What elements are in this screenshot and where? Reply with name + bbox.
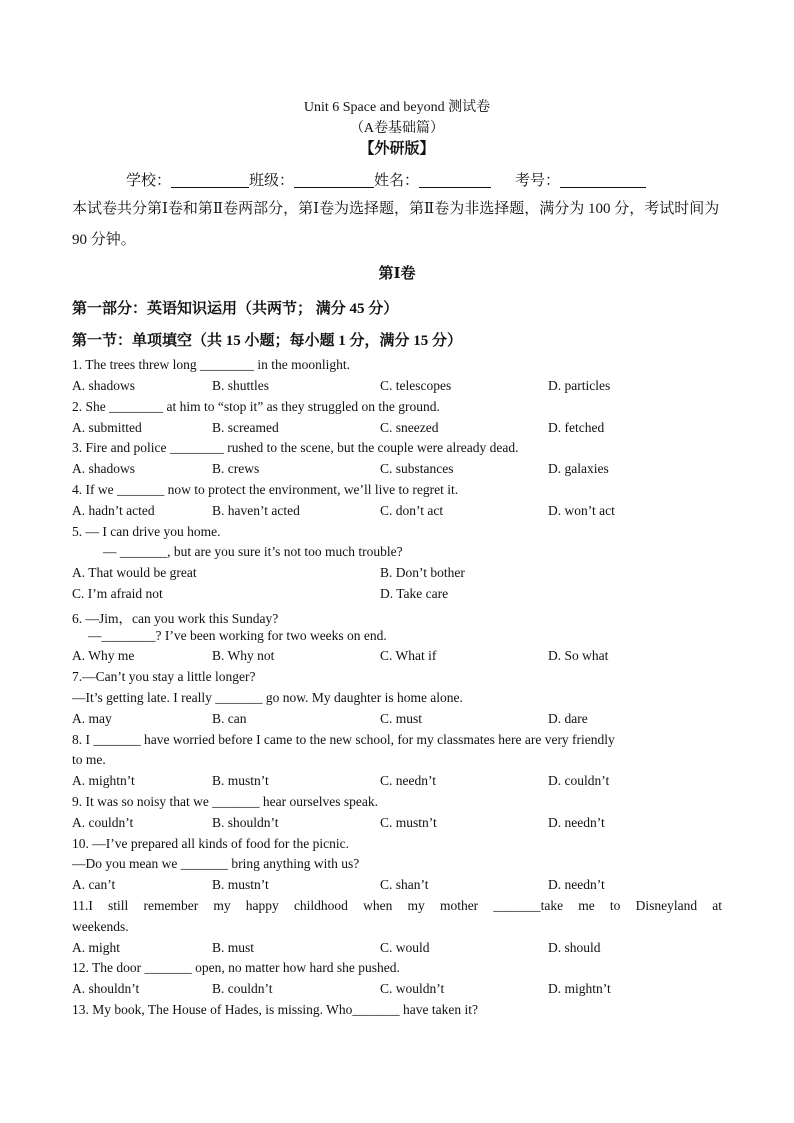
option-d[interactable]: D. needn’t bbox=[548, 877, 605, 892]
question-stem: 9. It was so noisy that we _______ hear ourselves speak. bbox=[72, 794, 378, 809]
option-b[interactable]: B. screamed bbox=[212, 420, 279, 435]
question-stem: 7.—Can’t you stay a little longer? bbox=[72, 669, 256, 684]
question-stem: 2. She ________ at him to “stop it” as they struggled on the ground. bbox=[72, 399, 440, 414]
option-b[interactable]: B. shouldn’t bbox=[212, 815, 279, 830]
question-stem: 1. The trees threw long ________ in the moonlight. bbox=[72, 357, 350, 372]
question-stem: 10. —I’ve prepared all kinds of food for the picnic. bbox=[72, 836, 350, 851]
option-c[interactable]: C. telescopes bbox=[380, 378, 452, 393]
question-stem-continued: weekends. bbox=[72, 919, 129, 934]
name-label: 姓名： bbox=[374, 173, 420, 189]
option-d[interactable]: D. Take care bbox=[380, 586, 449, 601]
option-b[interactable]: B. must bbox=[212, 940, 255, 955]
question-stem-continued: to me. bbox=[72, 752, 106, 767]
option-d[interactable]: D. So what bbox=[548, 648, 609, 663]
option-a[interactable]: A. submitted bbox=[72, 420, 142, 435]
option-c[interactable]: C. mustn’t bbox=[380, 815, 437, 830]
option-d[interactable]: D. dare bbox=[548, 711, 588, 726]
question-stem-continued: —Do you mean we _______ bring anything with us? bbox=[72, 856, 360, 871]
option-a[interactable]: A. Why me bbox=[72, 648, 135, 663]
number-label: 考号： bbox=[515, 173, 561, 189]
question-stem-continued: — _______, but are you sure it’s not too much trouble? bbox=[103, 544, 403, 559]
question-stem: 4. If we _______ now to protect the environment, we’ll live to regret it. bbox=[72, 482, 459, 497]
option-b[interactable]: B. couldn’t bbox=[212, 981, 273, 996]
option-a[interactable]: A. couldn’t bbox=[72, 815, 134, 830]
option-b[interactable]: B. Why not bbox=[212, 648, 275, 663]
option-c[interactable]: C. would bbox=[380, 940, 430, 955]
school-field[interactable] bbox=[171, 171, 249, 188]
option-a[interactable]: A. hadn’t acted bbox=[72, 503, 155, 518]
volume-title: 第Ⅰ卷 bbox=[378, 266, 416, 282]
exam-subtitle: （A卷基础篇） bbox=[349, 121, 445, 136]
option-c[interactable]: C. must bbox=[380, 711, 423, 726]
class-field[interactable] bbox=[294, 171, 374, 188]
option-b[interactable]: B. mustn’t bbox=[212, 877, 269, 892]
question-stem: 3. Fire and police ________ rushed to the scene, but the couple were already dead. bbox=[72, 440, 519, 455]
section-title: 第一节：单项填空（共 15 小题；每小题 1 分，满分 15 分） bbox=[72, 333, 463, 349]
option-c[interactable]: C. I’m afraid not bbox=[72, 586, 163, 601]
question-stem: 12. The door _______ open, no matter how hard she pushed. bbox=[72, 960, 400, 975]
option-a[interactable]: A. That would be great bbox=[72, 565, 197, 580]
option-b[interactable]: B. mustn’t bbox=[212, 773, 269, 788]
name-field[interactable] bbox=[419, 171, 491, 188]
option-b[interactable]: B. haven’t acted bbox=[212, 503, 300, 518]
option-d[interactable]: D. mightn’t bbox=[548, 981, 611, 996]
option-c[interactable]: C. don’t act bbox=[380, 503, 444, 518]
option-b[interactable]: B. shuttles bbox=[212, 378, 270, 393]
question-stem: 8. I _______ have worried before I came to the new school, for my classmates here are very friendly bbox=[72, 732, 615, 747]
option-a[interactable]: A. might bbox=[72, 940, 121, 955]
option-a[interactable]: A. can’t bbox=[72, 877, 116, 892]
option-b[interactable]: B. crews bbox=[212, 461, 260, 476]
question-stem-continued: —It’s getting late. I really _______ go now. My daughter is home alone. bbox=[72, 690, 463, 705]
option-d[interactable]: D. particles bbox=[548, 378, 611, 393]
option-c[interactable]: C. What if bbox=[380, 648, 437, 663]
option-d[interactable]: D. galaxies bbox=[548, 461, 609, 476]
option-d[interactable]: D. needn’t bbox=[548, 815, 605, 830]
exam-title: Unit 6 Space and beyond 测试卷 bbox=[303, 100, 491, 115]
question-stem-continued: —________? I’ve been working for two weeks on end. bbox=[88, 628, 387, 643]
option-b[interactable]: B. can bbox=[212, 711, 247, 726]
option-c[interactable]: C. needn’t bbox=[380, 773, 436, 788]
class-label: 班级： bbox=[249, 173, 295, 189]
option-d[interactable]: D. couldn’t bbox=[548, 773, 610, 788]
option-d[interactable]: D. should bbox=[548, 940, 601, 955]
option-c[interactable]: C. substances bbox=[380, 461, 454, 476]
option-b[interactable]: B. Don’t bother bbox=[380, 565, 465, 580]
question-stem: 5. — I can drive you home. bbox=[72, 524, 221, 539]
option-d[interactable]: D. won’t act bbox=[548, 503, 615, 518]
part-title: 第一部分：英语知识运用（共两节； 满分 45 分） bbox=[72, 301, 399, 317]
option-c[interactable]: C. wouldn’t bbox=[380, 981, 445, 996]
question-stem: 6. —Jim，can you work this Sunday? bbox=[72, 611, 279, 626]
question-stem: 11.I still remember my happy childhood when my mother _______take me to Disneyland at bbox=[72, 898, 722, 913]
option-d[interactable]: D. fetched bbox=[548, 420, 605, 435]
option-c[interactable]: C. shan’t bbox=[380, 877, 429, 892]
student-info-line bbox=[126, 169, 646, 190]
option-a[interactable]: A. may bbox=[72, 711, 112, 726]
exam-intro: 本试卷共分第Ⅰ卷和第Ⅱ卷两部分，第Ⅰ卷为选择题，第Ⅱ卷为非选择题，满分为 100 分，考试时间为 90 分钟。 bbox=[72, 201, 720, 248]
option-c[interactable]: C. sneezed bbox=[380, 420, 439, 435]
option-a[interactable]: A. shouldn’t bbox=[72, 981, 140, 996]
school-label: 学校： bbox=[126, 173, 172, 189]
option-a[interactable]: A. mightn’t bbox=[72, 773, 135, 788]
option-a[interactable]: A. shadows bbox=[72, 461, 135, 476]
exam-edition: 【外研版】 bbox=[359, 141, 435, 157]
number-field[interactable] bbox=[560, 171, 646, 188]
question-stem: 13. My book, The House of Hades, is missing. Who_______ have taken it? bbox=[72, 1002, 478, 1017]
option-a[interactable]: A. shadows bbox=[72, 378, 135, 393]
